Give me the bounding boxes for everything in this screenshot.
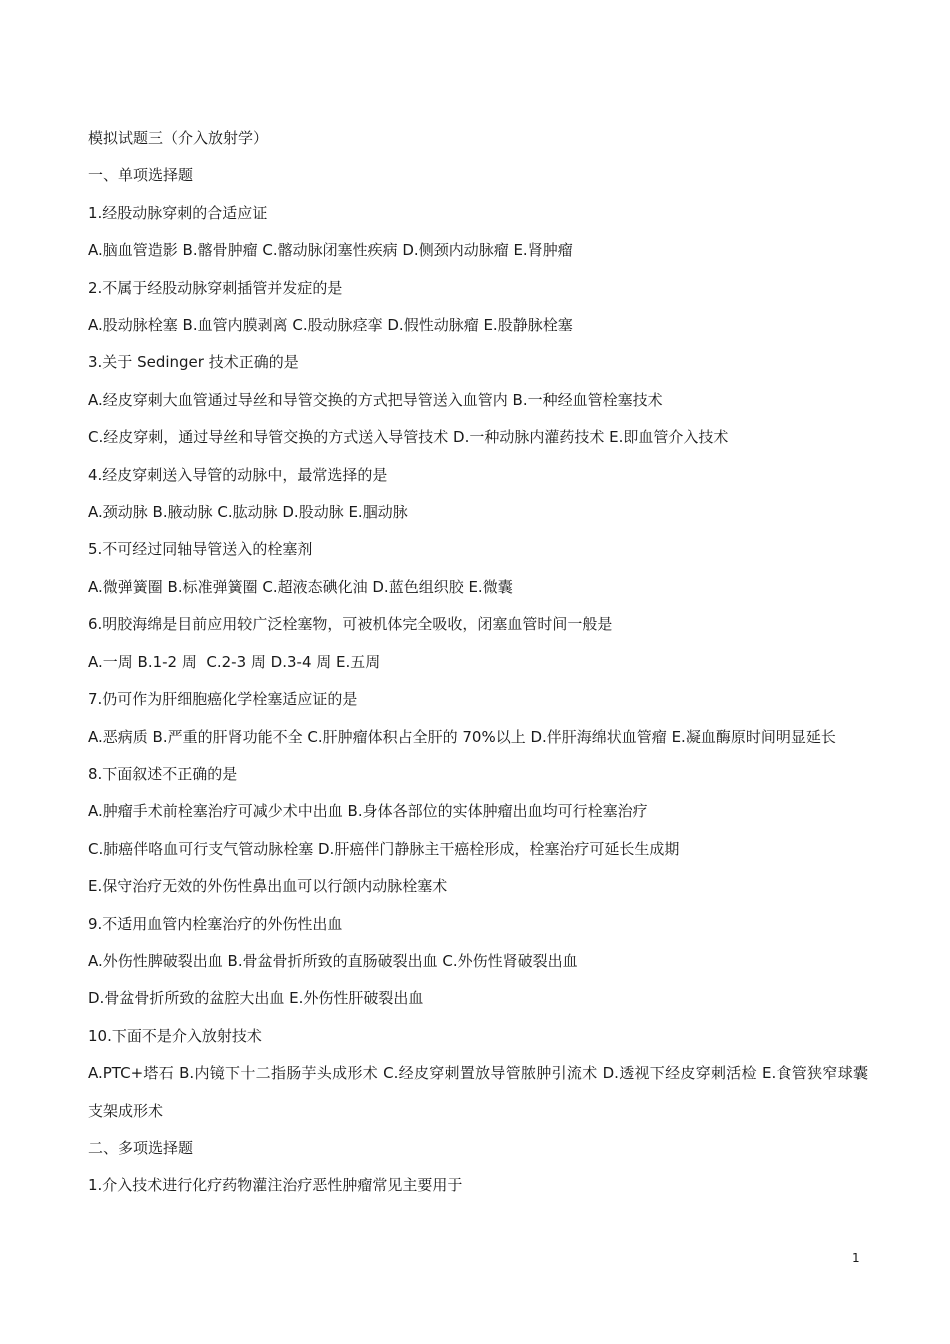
section-heading-multiple-choice: 二、多项选择题 [88, 1138, 194, 1157]
question-8-options-line-2: C.肺癌伴咯血可行支气管动脉栓塞 D.肝癌伴门静脉主干癌栓形成，栓塞治疗可延长生成期 [88, 839, 680, 858]
question-8-options-line-3: E.保守治疗无效的外伤性鼻出血可以行颌内动脉栓塞术 [88, 877, 448, 896]
question-9-options-line-1: A.外伤性脾破裂出血 B.骨盆骨折所致的直肠破裂出血 C.外伤性肾破裂出血 [88, 951, 578, 970]
question-2-options: A.股动脉栓塞 B.血管内膜剥离 C.股动脉痉挛 D.假性动脉瘤 E.股静脉栓塞 [88, 316, 573, 335]
question-9-options-line-2: D.骨盆骨折所致的盆腔大出血 E.外伤性肝破裂出血 [88, 989, 424, 1008]
question-6-stem: 6.明胶海绵是目前应用较广泛栓塞物，可被机体完全吸收，闭塞血管时间一般是 [88, 615, 613, 634]
question-8-stem: 8.下面叙述不正确的是 [88, 764, 238, 783]
question-6-options: A.一周 B.1-2 周 C.2-3 周 D.3-4 周 E.五周 [88, 652, 381, 671]
question-4-options: A.颈动脉 B.腋动脉 C.肱动脉 D.股动脉 E.腘动脉 [88, 503, 408, 522]
question-5-stem: 5.不可经过同轴导管送入的栓塞剂 [88, 540, 313, 559]
question-3-options-line-1: A.经皮穿刺大血管通过导丝和导管交换的方式把导管送入血管内 B.一种经血管栓塞技术 [88, 390, 663, 409]
question-1-stem: 1.经股动脉穿刺的合适应证 [88, 203, 268, 222]
section-heading-single-choice: 一、单项选择题 [88, 166, 194, 185]
question-7-stem: 7.仍可作为肝细胞癌化学栓塞适应证的是 [88, 690, 358, 709]
question-3-stem: 3.关于 Sedinger 技术正确的是 [88, 353, 299, 372]
question-8-options-line-1: A.肿瘤手术前栓塞治疗可减少术中出血 B.身体各部位的实体肿瘤出血均可行栓塞治疗 [88, 802, 648, 821]
multi-question-1-stem: 1.介入技术进行化疗药物灌注治疗恶性肿瘤常见主要用于 [88, 1176, 463, 1195]
question-1-options: A.脑血管造影 B.髂骨肿瘤 C.髂动脉闭塞性疾病 D.侧颈内动脉瘤 E.肾肿瘤 [88, 241, 573, 260]
question-2-stem: 2.不属于经股动脉穿刺插管并发症的是 [88, 278, 343, 297]
question-7-options: A.恶病质 B.严重的肝肾功能不全 C.肝肿瘤体积占全肝的 70%以上 D.伴肝海绵状血管瘤 E.凝血酶原时间明显延长 [88, 727, 836, 746]
document-title: 模拟试题三（介入放射学） [88, 129, 269, 147]
question-10-options: A.PTC+塔石 B.内镜下十二指肠芋头成形术 C.经皮穿刺置放导管脓肿引流术 D.透视下经皮穿刺活检 E.食管狭窄球囊支架成形术 [88, 1064, 868, 1120]
question-10-stem: 10.下面不是介入放射技术 [88, 1026, 262, 1045]
question-9-stem: 9.不适用血管内栓塞治疗的外伤性出血 [88, 914, 343, 933]
page-number: 1 [852, 1251, 860, 1265]
document-body [88, 120, 868, 1205]
question-3-options-line-2: C.经皮穿刺，通过导丝和导管交换的方式送入导管技术 D.一种动脉内灌药技术 E.即血管介入技术 [88, 428, 729, 447]
question-5-options: A.微弹簧圈 B.标准弹簧圈 C.超液态碘化油 D.蓝色组织胶 E.微囊 [88, 577, 513, 596]
question-4-stem: 4.经皮穿刺送入导管的动脉中，最常选择的是 [88, 465, 388, 484]
